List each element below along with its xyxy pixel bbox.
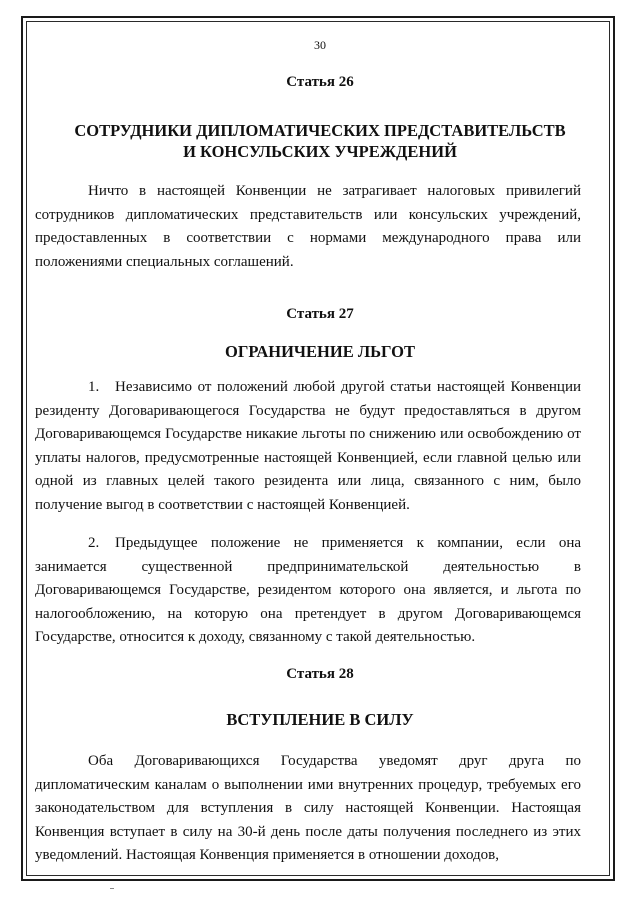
article-26-heading-line-1: СОТРУДНИКИ ДИПЛОМАТИЧЕСКИХ ПРЕДСТАВИТЕЛЬСТВ (74, 121, 566, 140)
scan-speck (110, 888, 114, 889)
article-27-paragraph-2 (35, 532, 581, 650)
article-28-paragraph: Оба Договаривающихся Государства уведомят друг друга по дипломатическим каналам о выполнении ими внутренних процедур, требуемых его законодательством для вступления в силу настоящей Конвенции. Настоящая Конвенция вступает в силу на 30-й день после даты получения последнего из этих уведомлений. Настоящая Конвенция применяется в отношении доходов, (35, 753, 581, 864)
article-26-title: Статья 26 (286, 74, 354, 90)
article-28-title: Статья 28 (286, 666, 354, 682)
article-27-heading: ОГРАНИЧЕНИЕ ЛЬГОТ (225, 342, 415, 361)
paragraph-number: 2. (88, 535, 100, 551)
paragraph-text: Предыдущее положение не применяется к компании, если она занимается существенной предпринимательской деятельностью в Договаривающемся Государстве, резидентом которого она является, и льгота по налогообложению, на которую она претендует в другом Договаривающемся Государстве, относится к доходу, связанному с такой деятельностью. (35, 535, 581, 646)
article-27-paragraph-1 (35, 376, 581, 518)
article-26-paragraph: Ничто в настоящей Конвенции не затрагивает налоговых привилегий сотрудников дипломатических представительств или консульских учреждений, предоставленных в соответствии с нормами международного права или положениями специальных соглашений. (35, 183, 581, 270)
paragraph-text: Независимо от положений любой другой статьи настоящей Конвенции резиденту Договаривающегося Государства не будут предоставляться в другом Договаривающемся Государстве никакие льготы по снижению или освобождению от уплаты налогов, предусмотренные настоящей Конвенцией, если главной целью или одной из главных целей такого резидента или лица, связанного с ним, было получение выгод в соответствии с настоящей Конвенцией. (35, 379, 581, 513)
article-28-heading: ВСТУПЛЕНИЕ В СИЛУ (226, 710, 414, 729)
article-27-title: Статья 27 (286, 306, 354, 322)
paragraph-number: 1. (88, 379, 100, 395)
article-26-heading-line-2: И КОНСУЛЬСКИХ УЧРЕЖДЕНИЙ (183, 142, 457, 161)
page-number: 30 (314, 38, 326, 52)
